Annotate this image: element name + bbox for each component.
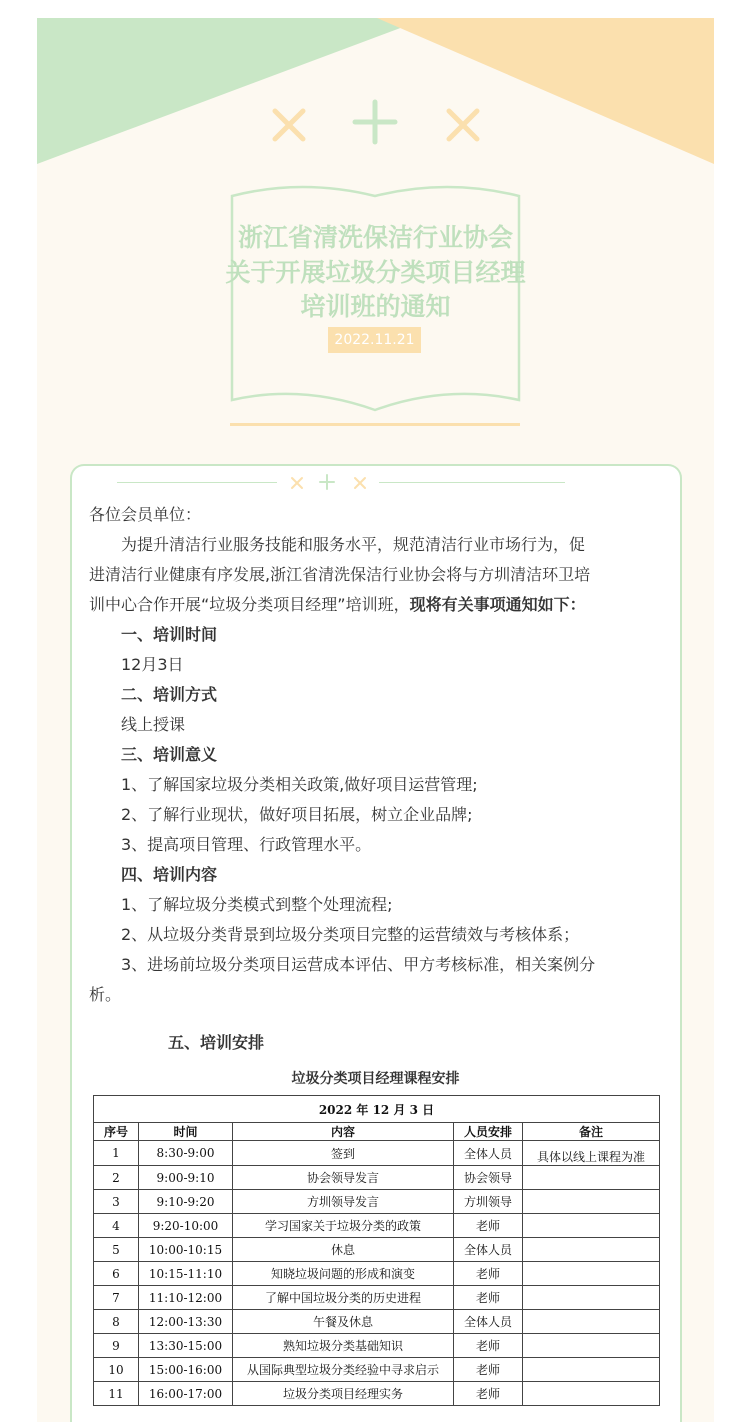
row-number: 5 [94, 1238, 139, 1262]
row-number: 3 [94, 1190, 139, 1214]
divider-line [117, 482, 277, 483]
table-row [94, 1141, 660, 1166]
column-header: 内容 [233, 1123, 454, 1141]
row-staff: 老师 [454, 1286, 523, 1310]
row-time: 9:10-9:20 [139, 1190, 233, 1214]
row-content: 从国际典型垃圾分类经验中寻求启示 [233, 1358, 454, 1382]
divider-deco [289, 474, 371, 492]
list-item: 2、了解行业现状，做好项目拓展，树立企业品牌; [121, 805, 473, 824]
table-row [94, 1310, 660, 1334]
row-note [523, 1262, 660, 1286]
intro-line-3: 训中心合作开展“垃圾分类项目经理”培训班，现将有关事项通知如下： [89, 595, 586, 614]
row-number: 1 [94, 1141, 139, 1166]
cross-icon [355, 478, 365, 488]
plus-icon [355, 102, 395, 142]
row-content: 了解中国垃圾分类的历史进程 [233, 1286, 454, 1310]
salutation: 各位会员单位： [89, 505, 202, 524]
column-header: 时间 [139, 1123, 233, 1141]
column-header: 备注 [523, 1123, 660, 1141]
row-note [523, 1238, 660, 1262]
row-content: 签到 [233, 1141, 454, 1166]
row-time: 8:30-9:00 [139, 1141, 233, 1166]
table-row [94, 1190, 660, 1214]
column-header: 人员安排 [454, 1123, 523, 1141]
row-time: 13:30-15:00 [139, 1334, 233, 1358]
table-row [94, 1238, 660, 1262]
row-number: 9 [94, 1334, 139, 1358]
schedule-title: 垃圾分类项目经理课程安排 [291, 1071, 460, 1087]
schedule-table [93, 1095, 660, 1406]
plus-icon [320, 475, 334, 489]
section-text: 12月3日 [121, 655, 184, 674]
section-title: 四、培训内容 [121, 865, 218, 884]
row-staff: 老师 [454, 1334, 523, 1358]
row-number: 2 [94, 1166, 139, 1190]
section-title: 二、培训方式 [121, 685, 218, 704]
row-note: 具体以线上课程为准 [523, 1141, 660, 1166]
article-page [37, 18, 714, 1422]
row-number: 8 [94, 1310, 139, 1334]
row-number: 11 [94, 1382, 139, 1406]
list-item: 2、从垃圾分类背景到垃圾分类项目完整的运营绩效与考核体系； [121, 925, 580, 944]
divider-line [379, 482, 565, 483]
row-note [523, 1190, 660, 1214]
list-item: 析。 [89, 985, 122, 1004]
decorative-bar [230, 423, 520, 426]
row-number: 7 [94, 1286, 139, 1310]
list-item: 1、了解国家垃圾分类相关政策,做好项目运营管理; [121, 775, 478, 794]
intro-line-2: 进清洁行业健康有序发展,浙江省清洗保洁行业协会将与方圳清洁环卫培 [89, 565, 591, 584]
row-number: 4 [94, 1214, 139, 1238]
row-note [523, 1310, 660, 1334]
title-line-3: 培训班的通知 [300, 292, 451, 321]
title-line-1: 浙江省清洗保洁行业协会 [237, 223, 513, 252]
row-time: 16:00-17:00 [139, 1382, 233, 1406]
table-row [94, 1214, 660, 1238]
table-row [94, 1286, 660, 1310]
intro-line-1: 为提升清洁行业服务技能和服务水平，规范清洁行业市场行为，促 [121, 535, 586, 554]
row-staff: 老师 [454, 1214, 523, 1238]
row-content: 休息 [233, 1238, 454, 1262]
row-staff: 全体人员 [454, 1310, 523, 1334]
row-note [523, 1166, 660, 1190]
row-staff: 老师 [454, 1262, 523, 1286]
table-row [94, 1262, 660, 1286]
row-staff: 老师 [454, 1382, 523, 1406]
intro-bold: 现将有关事项通知如下： [409, 595, 586, 614]
section-text: 线上授课 [121, 715, 186, 734]
row-time: 9:20-10:00 [139, 1214, 233, 1238]
row-time: 10:15-11:10 [139, 1262, 233, 1286]
row-number: 10 [94, 1358, 139, 1382]
table-row [94, 1334, 660, 1358]
table-row [94, 1382, 660, 1406]
row-staff: 全体人员 [454, 1238, 523, 1262]
cross-icon [275, 111, 303, 139]
row-content: 熟知垃圾分类基础知识 [233, 1334, 454, 1358]
section-title: 三、培训意义 [121, 745, 218, 764]
section-title: 五、培训安排 [168, 1033, 265, 1052]
row-staff: 协会领导 [454, 1166, 523, 1190]
row-content: 知晓垃圾问题的形成和演变 [233, 1262, 454, 1286]
row-note [523, 1214, 660, 1238]
row-time: 11:10-12:00 [139, 1286, 233, 1310]
row-content: 方圳领导发言 [233, 1190, 454, 1214]
row-content: 学习国家关于垃圾分类的政策 [233, 1214, 454, 1238]
row-note [523, 1358, 660, 1382]
section-title: 一、培训时间 [121, 625, 218, 644]
row-number: 6 [94, 1262, 139, 1286]
table-row [94, 1166, 660, 1190]
row-staff: 方圳领导 [454, 1190, 523, 1214]
list-item: 3、进场前垃圾分类项目运营成本评估、甲方考核标准，相关案例分 [121, 955, 596, 974]
title-line-2: 关于开展垃圾分类项目经理 [225, 258, 526, 287]
list-item: 1、了解垃圾分类模式到整个处理流程; [121, 895, 393, 914]
cross-icon [292, 478, 302, 488]
row-time: 12:00-13:30 [139, 1310, 233, 1334]
row-content: 午餐及休息 [233, 1310, 454, 1334]
row-note [523, 1286, 660, 1310]
row-staff: 老师 [454, 1358, 523, 1382]
row-time: 15:00-16:00 [139, 1358, 233, 1382]
row-time: 9:00-9:10 [139, 1166, 233, 1190]
row-staff: 全体人员 [454, 1141, 523, 1166]
row-note [523, 1334, 660, 1358]
cross-icon [449, 111, 477, 139]
row-content: 垃圾分类项目经理实务 [233, 1382, 454, 1406]
column-header: 序号 [94, 1123, 139, 1141]
date-badge: 2022.11.21 [328, 327, 421, 353]
row-note [523, 1382, 660, 1406]
row-time: 10:00-10:15 [139, 1238, 233, 1262]
row-content: 协会领导发言 [233, 1166, 454, 1190]
list-item: 3、提高项目管理、行政管理水平。 [121, 835, 372, 854]
schedule-date-header: 2022 年 12 月 3 日 [94, 1096, 660, 1123]
table-row [94, 1358, 660, 1382]
